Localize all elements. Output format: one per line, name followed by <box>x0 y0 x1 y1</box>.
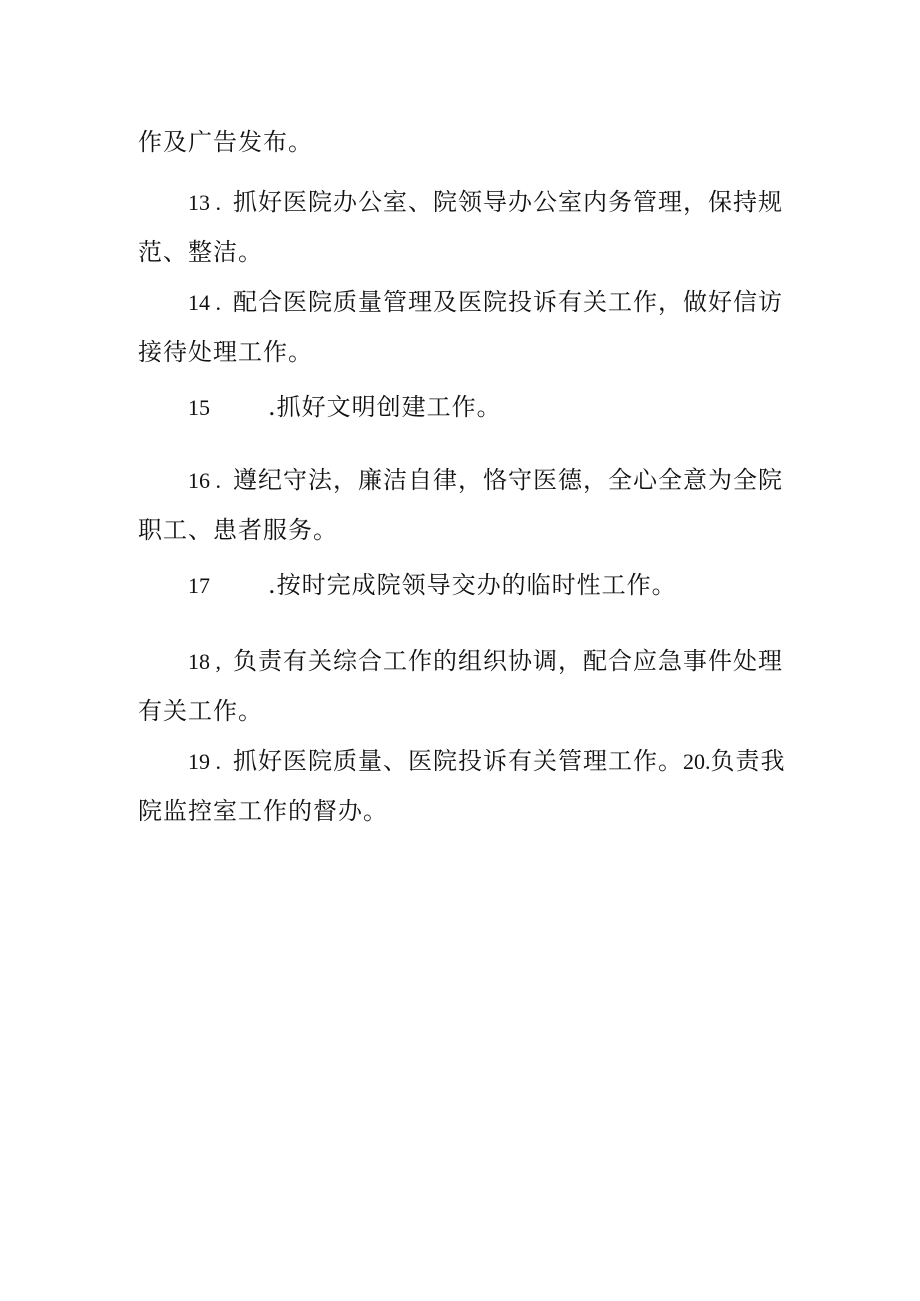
paragraph-14-line-2: 接待处理工作。 <box>138 338 313 366</box>
paragraph-14-text: 配合医院质量管理及医院投诉有关工作，做好信访 <box>233 288 783 316</box>
item-number-17: 17 <box>188 573 210 598</box>
paragraph-20-text: 负责我 <box>710 747 786 775</box>
paragraph-19-line-1 <box>188 746 786 777</box>
paragraph-16-line-1 <box>188 465 783 496</box>
paragraph-17 <box>188 570 677 601</box>
paragraph-13-line-2: 范、整洁。 <box>138 238 263 266</box>
item-number-16: 16 . <box>188 468 221 493</box>
paragraph-13-text: 抓好医院办公室、院领导办公室内务管理，保持规 <box>233 188 783 216</box>
paragraph-13-line-1 <box>188 187 783 218</box>
item-number-19: 19 . <box>188 749 221 774</box>
item-number-20: 20. <box>683 749 711 774</box>
paragraph-17-text: .按时完成院领导交办的临时性工作。 <box>268 571 677 599</box>
paragraph-19-line-2: 院监控室工作的督办。 <box>138 797 388 825</box>
paragraph-15 <box>188 392 502 423</box>
paragraph-18-line-2: 有关工作。 <box>138 697 263 725</box>
item-number-14: 14 . <box>188 290 221 315</box>
paragraph-19-text: 抓好医院质量、医院投诉有关管理工作。 <box>233 747 683 775</box>
paragraph-16-line-2: 职工、患者服务。 <box>138 516 338 544</box>
paragraph-12-tail: 作及广告发布。 <box>138 128 313 156</box>
item-number-13: 13 . <box>188 190 221 215</box>
paragraph-18-text: 负责有关综合工作的组织协调，配合应急事件处理 <box>233 647 783 675</box>
paragraph-16-text: 遵纪守法，廉洁自律，恪守医德，全心全意为全院 <box>233 466 783 494</box>
item-number-15: 15 <box>188 395 210 420</box>
paragraph-14-line-1 <box>188 287 783 318</box>
paragraph-15-text: .抓好文明创建工作。 <box>268 393 502 421</box>
item-number-18: 18 , <box>188 649 221 674</box>
paragraph-18-line-1 <box>188 646 783 677</box>
